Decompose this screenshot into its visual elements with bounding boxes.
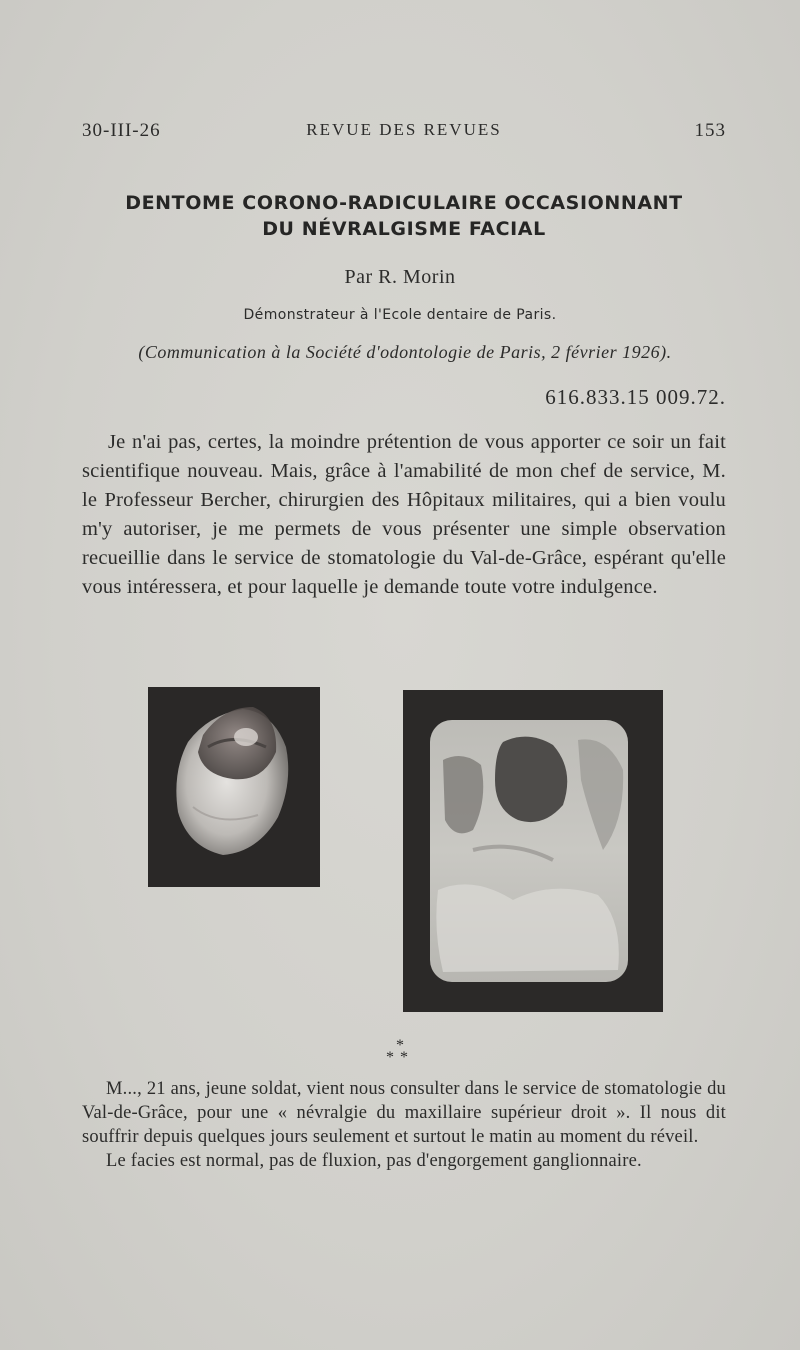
- article-title: [70, 190, 738, 242]
- case-paragraph: M..., 21 ans, jeune soldat, vient nous consulter dans le service de stomatologie du Val-de-Grâce, pour une « névralgie du maxillaire supérieur droit ». Il nous dit souffrir depuis quelques jours seulement et surtout le matin au moment du réveil.: [82, 1079, 726, 1147]
- classification-code: 616.833.15 009.72.: [545, 385, 726, 409]
- intro-paragraph: Je n'ai pas, certes, la moindre prétention de vous apporter ce soir un fait scientifique nouveau. Mais, grâce à l'amabilité de mon chef de service, M. le Professeur Bercher, chirurgien des Hôpitaux militaires, qui a bien voulu m'y autoriser, je me permets de vous présenter une simple observation recueillie dans le service de stomatologie du Val-de-Grâce, espérant qu'elle vous intéressera, et pour laquelle je demande toute votre indulgence.: [82, 431, 726, 598]
- exam-paragraph: Le facies est normal, pas de fluxion, pas d'engorgement ganglionnaire.: [106, 1151, 642, 1171]
- section-separator: * **: [386, 1037, 414, 1066]
- page-number: 153: [694, 120, 726, 141]
- tooth-photograph: [148, 687, 320, 887]
- running-header: [82, 120, 726, 150]
- communication-note: (Communication à la Société d'odontologie de Paris, 2 février 1926).: [138, 342, 672, 362]
- title-line-1: DENTOME CORONO-RADICULAIRE OCCASIONNANT: [125, 192, 683, 214]
- author-affiliation: Démonstrateur à l'Ecole dentaire de Paris.: [243, 307, 557, 323]
- header-section: REVUE DES REVUES: [306, 120, 502, 139]
- title-line-2: DU NÉVRALGISME FACIAL: [262, 218, 546, 240]
- case-description: [82, 1077, 726, 1173]
- header-date: 30-III-26: [82, 120, 161, 141]
- article-author: Par R. Morin: [344, 266, 456, 288]
- dental-radiograph: [403, 690, 663, 1012]
